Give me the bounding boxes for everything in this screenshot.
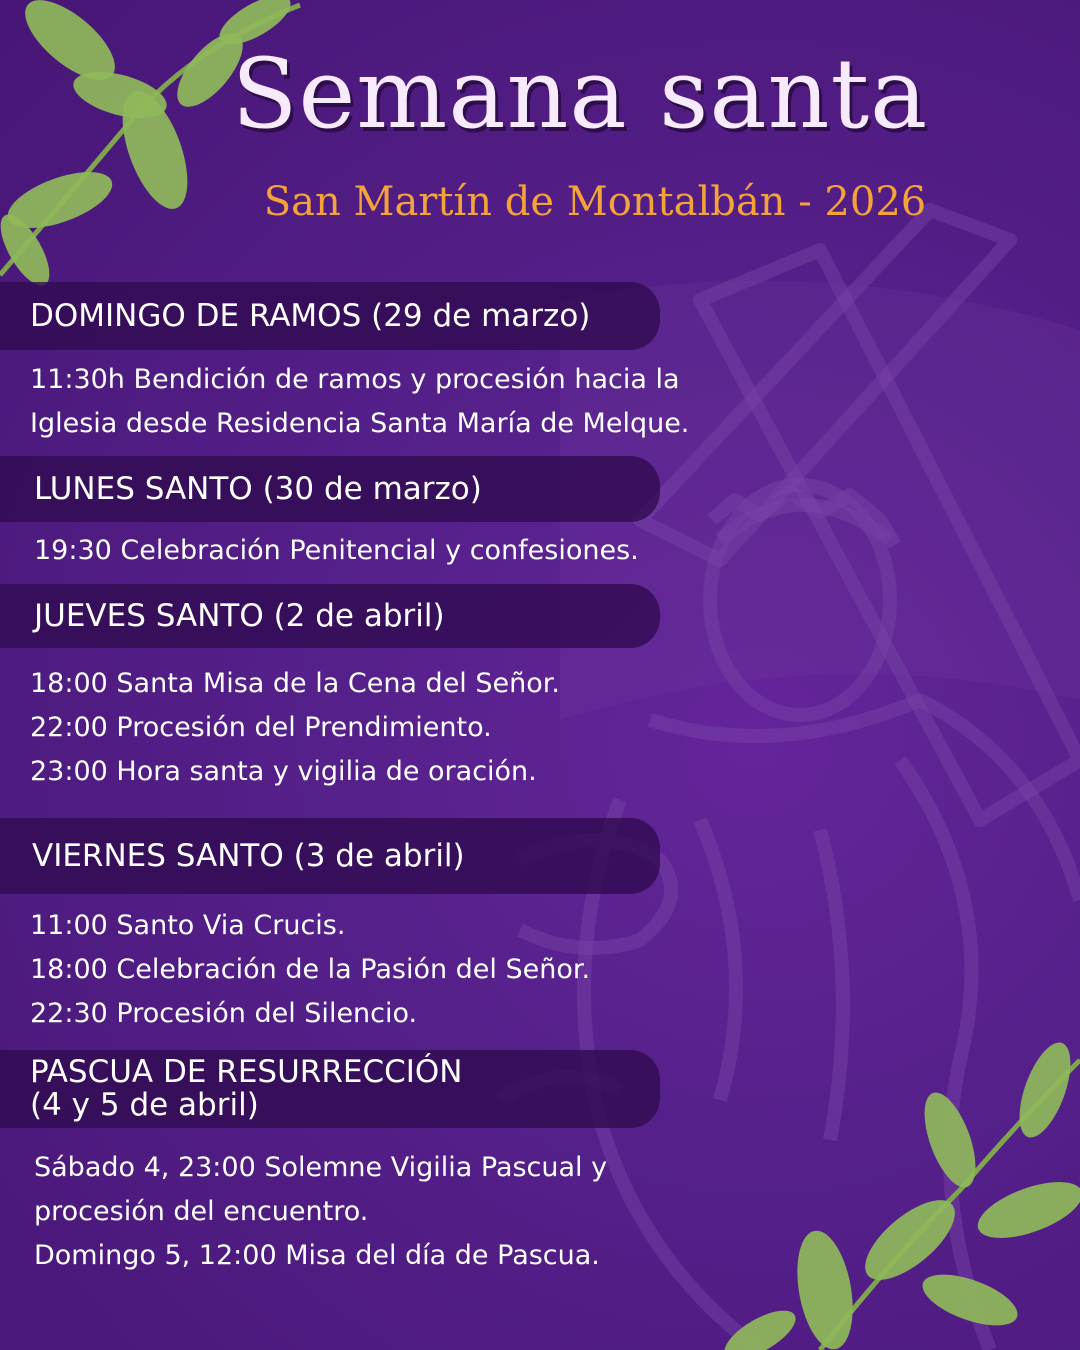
day-heading-pascua-de-resurreccion — [0, 1050, 660, 1128]
day-heading-lunes-santo — [0, 456, 660, 522]
event-item: 23:00 Hora santa y vigilia de oración. — [30, 756, 537, 787]
event-item: 22:00 Procesión del Prendimiento. — [30, 712, 492, 743]
day-heading-domingo-de-ramos — [0, 282, 660, 350]
day-heading-dates: (4 y 5 de abril) — [30, 1087, 259, 1123]
event-item: 19:30 Celebración Penitencial y confesiones. — [34, 535, 639, 566]
event-list — [30, 662, 1080, 794]
event-item: Domingo 5, 12:00 Misa del día de Pascua. — [34, 1240, 600, 1271]
day-heading-text: VIERNES SANTO (3 de abril) — [32, 837, 465, 874]
day-heading-text: DOMINGO DE RAMOS (29 de marzo) — [30, 297, 591, 334]
page-title: Semana santa — [231, 38, 929, 150]
event-item: 11:00 Santo Via Crucis. — [30, 910, 346, 941]
event-list — [30, 358, 1080, 446]
event-item: 22:30 Procesión del Silencio. — [30, 998, 418, 1029]
event-item: 11:30h Bendición de ramos y procesión hacia la — [30, 364, 680, 395]
day-heading-jueves-santo — [0, 584, 660, 648]
event-list — [34, 1146, 1080, 1278]
event-list — [34, 529, 1080, 573]
event-item: procesión del encuentro. — [34, 1196, 369, 1227]
event-item: 18:00 Celebración de la Pasión del Señor. — [30, 954, 591, 985]
day-heading-text: LUNES SANTO (30 de marzo) — [34, 470, 482, 507]
day-heading-text: JUEVES SANTO (2 de abril) — [34, 597, 445, 634]
day-heading-text: PASCUA DE RESURRECCIÓN — [30, 1054, 463, 1091]
event-item: Sábado 4, 23:00 Solemne Vigilia Pascual y — [34, 1152, 608, 1183]
event-item: 18:00 Santa Misa de la Cena del Señor. — [30, 668, 560, 699]
day-heading-viernes-santo — [0, 818, 660, 894]
event-item: Iglesia desde Residencia Santa María de Melque. — [30, 408, 690, 439]
page-subtitle: San Martín de Montalbán - 2026 — [263, 179, 927, 225]
event-list — [30, 904, 1080, 1036]
